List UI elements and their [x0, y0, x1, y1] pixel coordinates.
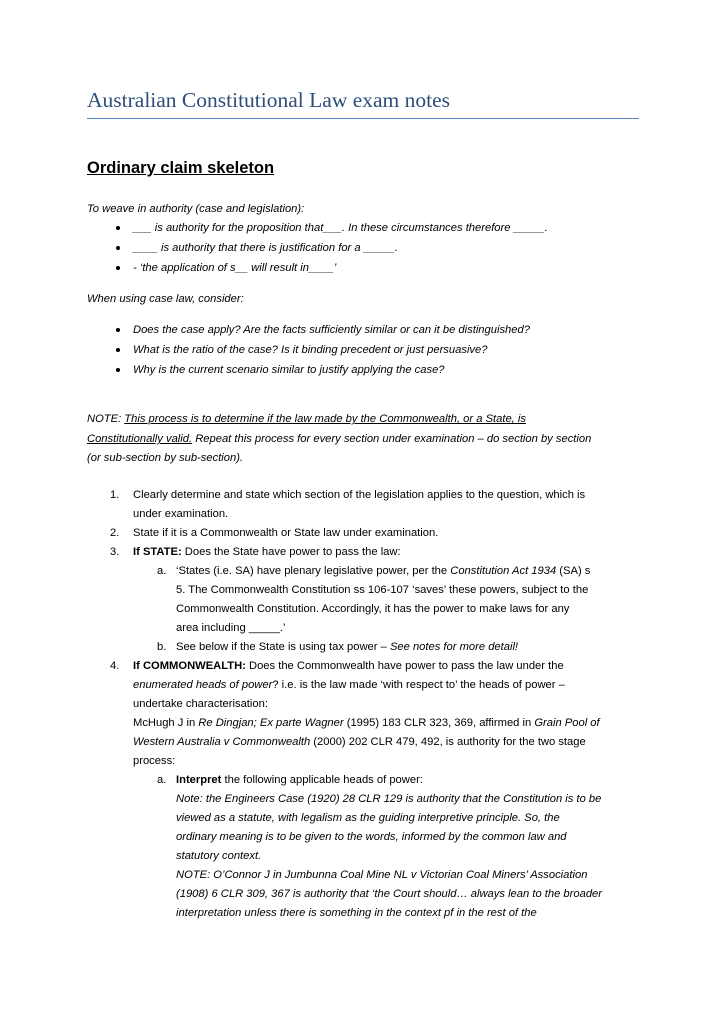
interpretation-note: interpretation unless there is something in the context pf in the rest of the	[176, 907, 537, 919]
case-law-item: Does the case apply? Are the facts sufficiently similar or can it be distinguished?	[133, 324, 530, 336]
substep-text: area including _____.’	[176, 622, 286, 634]
weave-item: ____ is authority that there is justification for a _____.	[133, 242, 398, 254]
bullet-dot	[116, 266, 120, 270]
bullet-dot	[116, 348, 120, 352]
step-text: State if it is a Commonwealth or State law under examination.	[133, 527, 439, 539]
step-text	[133, 659, 564, 673]
list-marker: 3.	[110, 546, 120, 558]
bullet-dot	[116, 246, 120, 250]
interpretation-note: viewed as a statute, with legalism as the guiding interpretive principle. So, the	[176, 812, 560, 824]
case-law-item: Why is the current scenario similar to justify applying the case?	[133, 364, 445, 376]
note-text: Repeat this process for every section under examination – do section by section	[192, 433, 592, 445]
legislation-citation: Constitution Act 1934	[450, 565, 557, 577]
substep-text: Commonwealth Constitution. Accordingly, it has the power to make laws for any	[176, 603, 570, 615]
step-text: under examination.	[133, 508, 229, 520]
substep-text-rest: the following applicable heads of power:	[221, 774, 423, 786]
substep-text-part: See below if the State is using tax power –	[176, 641, 390, 653]
step-text: Clearly determine and state which section of the legislation applies to the question, which is	[133, 489, 586, 501]
substep-text-italic: See notes for more detail!	[389, 641, 519, 653]
section-heading: Ordinary claim skeleton	[87, 159, 275, 177]
note-line	[87, 412, 526, 426]
step-text-italic: enumerated heads of power	[133, 679, 273, 691]
case-law-item: What is the ratio of the case? Is it binding precedent or just persuasive?	[133, 344, 488, 356]
list-marker: 4.	[110, 660, 120, 672]
sublist-marker: a.	[157, 565, 167, 577]
note-underlined-text: This process is to determine if the law made by the Commonwealth, or a State, is	[124, 413, 526, 425]
note-line	[87, 432, 591, 446]
weave-intro: To weave in authority (case and legislation):	[87, 203, 305, 215]
sublist-marker: a.	[157, 774, 167, 786]
step-text	[133, 735, 586, 749]
interpretation-note: Note: the Engineers Case (1920) 28 CLR 129 is authority that the Constitution is to be	[176, 793, 602, 805]
substep-text	[176, 773, 423, 787]
list-marker: 1.	[110, 489, 120, 501]
step-text: undertake characterisation:	[133, 698, 268, 710]
step-keyword: If STATE:	[133, 546, 182, 558]
step-text: process:	[133, 755, 176, 767]
note-underlined-text: Constitutionally valid.	[87, 433, 193, 445]
bullet-dot	[116, 226, 120, 230]
case-law-intro: When using case law, consider:	[87, 293, 244, 305]
interpretation-note: statutory context.	[176, 850, 262, 862]
step-text	[133, 545, 401, 559]
interpretation-note: (1908) 6 CLR 309, 367 is authority that ‘the Court should… always lean to the broader	[176, 888, 602, 900]
weave-item: ___ is authority for the proposition that___. In these circumstances therefore _____.	[133, 222, 548, 234]
step-text-part: McHugh J in	[133, 717, 199, 729]
note-line: (or sub-section by sub-section).	[87, 452, 244, 464]
step-text-part: (1995) 183 CLR 323, 369, affirmed in	[343, 717, 535, 729]
case-citation: Re Dingjan; Ex parte Wagner	[198, 717, 344, 729]
note-label: NOTE:	[87, 413, 125, 425]
step-text-rest: Does the Commonwealth have power to pass the law under the	[245, 660, 564, 672]
substep-text: 5. The Commonwealth Constitution ss 106-107 ‘saves’ these powers, subject to the	[176, 584, 589, 596]
substep-text	[176, 564, 590, 578]
step-text-rest: Does the State have power to pass the law:	[181, 546, 401, 558]
substep-keyword: Interpret	[176, 774, 222, 786]
list-marker: 2.	[110, 527, 120, 539]
step-text	[133, 716, 600, 730]
step-text	[133, 678, 565, 692]
case-citation: Western Australia v Commonwealth	[133, 736, 311, 748]
bullet-dot	[116, 328, 120, 332]
substep-text-part: (SA) s	[556, 565, 591, 577]
weave-item: - ‘the application of s__ will result in____’	[133, 262, 337, 274]
step-keyword: If COMMONWEALTH:	[133, 660, 246, 672]
interpretation-note: NOTE: O’Connor J in Jumbunna Coal Mine NL v Victorian Coal Miners’ Association	[176, 869, 588, 881]
bullet-dot	[116, 368, 120, 372]
sublist-marker: b.	[157, 641, 167, 653]
step-text-rest: ? i.e. is the law made ‘with respect to’ the heads of power –	[272, 679, 565, 691]
step-text-part: (2000) 202 CLR 479, 492, is authority for the two stage	[310, 736, 586, 748]
substep-text-part: ‘States (i.e. SA) have plenary legislative power, per the	[176, 565, 451, 577]
document-title: Australian Constitutional Law exam notes	[87, 88, 451, 112]
interpretation-note: ordinary meaning is to be given to the words, informed by the common law and	[176, 831, 567, 843]
title-underline-rule	[87, 118, 639, 119]
substep-text	[176, 640, 518, 654]
case-citation: Grain Pool of	[534, 717, 600, 729]
